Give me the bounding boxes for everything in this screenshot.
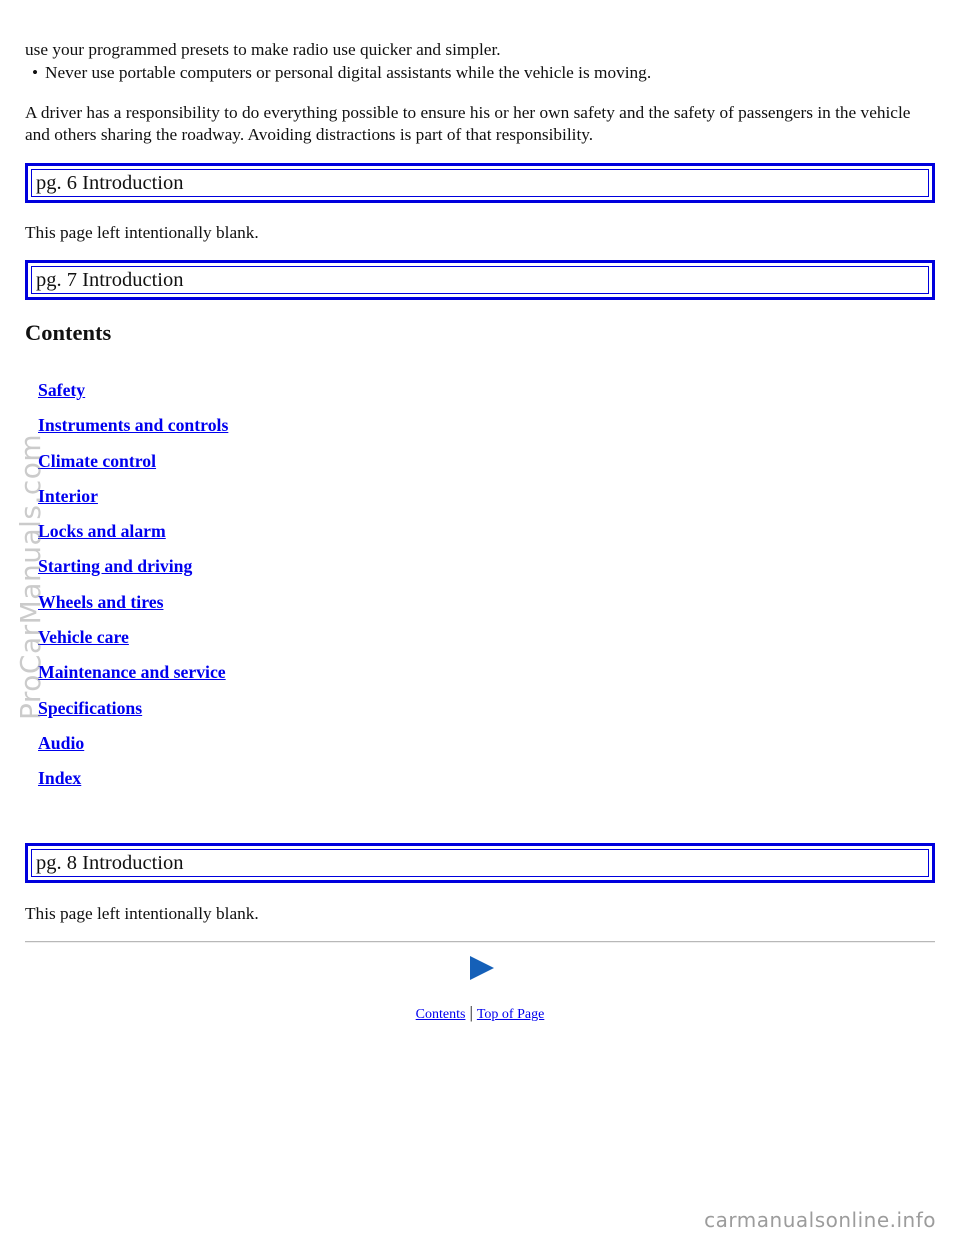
toc-item [38,521,228,556]
contents-link[interactable]: Contents [415,1007,466,1022]
toc-link-safety[interactable]: Safety [38,380,86,400]
bullet-item [25,62,651,84]
footer-separator: | [469,1003,473,1022]
pg6-header-box [25,163,935,203]
pg6-text: This page left intentionally blank. [25,223,259,242]
toc-link-audio[interactable]: Audio [38,732,85,753]
toc-link-maintenance[interactable]: Maintenance and service [38,662,226,683]
toc-item [38,627,228,662]
toc-item [38,733,228,768]
contents-list [38,380,228,804]
toc-link-interior[interactable]: Interior [38,485,98,506]
intro-line: use your programmed presets to make radio use quicker and simpler. [25,40,501,59]
toc-item [38,451,228,486]
toc-item [38,592,228,627]
next-arrow-icon[interactable] [469,955,495,981]
toc-item [38,768,228,803]
bottom-watermark: carmanualsonline.info [704,1208,936,1232]
toc-link-starting[interactable]: Starting and driving [38,556,193,577]
toc-link-index[interactable]: Index [38,768,82,789]
toc-item [38,380,228,415]
toc-item [38,415,228,450]
pg8-header-box [25,843,935,883]
pg7-title: pg. 7 Introduction [31,266,929,294]
bullet-icon: • [31,63,39,82]
toc-link-climate[interactable]: Climate control [38,450,157,471]
toc-link-specifications[interactable]: Specifications [38,697,143,718]
toc-item [38,698,228,733]
pg8-title: pg. 8 Introduction [31,849,929,877]
intro-paragraph: A driver has a responsibility to do everything possible to ensure his or her own safety and the safety of passengers in the vehicle and others sharing the roadway. Avoiding distractions is part of that responsibility. [25,103,911,144]
side-watermark: ProCarManuals.com [14,433,47,720]
toc-item [38,662,228,697]
top-of-page-link[interactable]: Top of Page [476,1007,545,1022]
contents-heading: Contents [25,320,112,345]
toc-link-wheels[interactable]: Wheels and tires [38,591,164,612]
bullet-text: Never use portable computers or personal digital assistants while the vehicle is moving. [45,63,652,82]
toc-item [38,556,228,591]
pg8-text: This page left intentionally blank. [25,904,259,923]
pg7-header-box [25,260,935,300]
toc-link-instruments[interactable]: Instruments and controls [38,415,229,436]
toc-item [38,486,228,521]
toc-link-vehicle-care[interactable]: Vehicle care [38,627,129,648]
toc-link-locks[interactable]: Locks and alarm [38,521,166,542]
footer-divider [25,941,935,943]
footer-nav [0,1003,960,1023]
pg6-title: pg. 6 Introduction [31,169,929,197]
